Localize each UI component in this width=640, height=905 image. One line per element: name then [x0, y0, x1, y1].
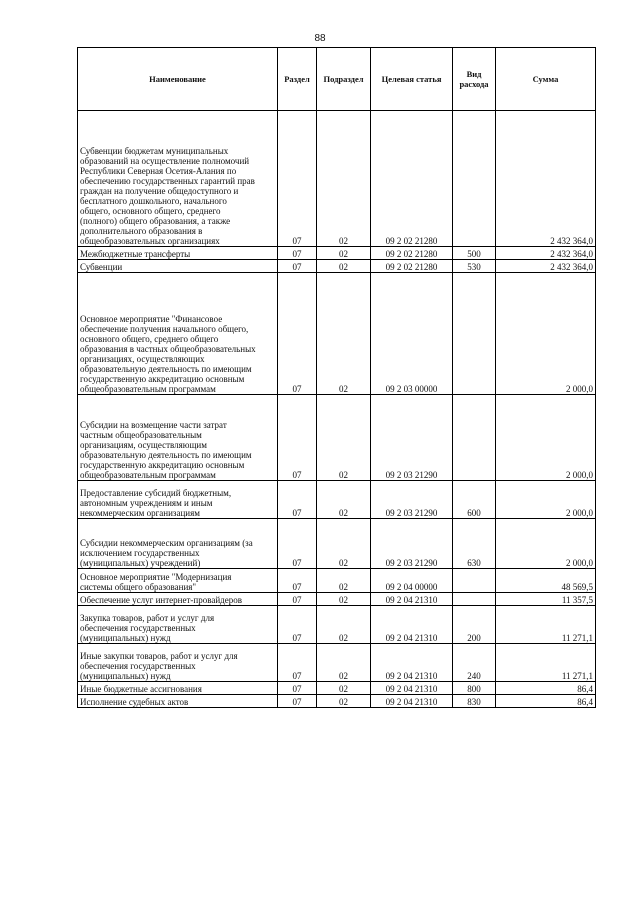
budget-table — [77, 47, 596, 708]
header-name: Наименование — [78, 48, 278, 111]
row-name: Субвенции бюджетам муниципальных образований на осуществление полномочий Республики Северная Осетия-Алания по обеспечению государственных гарантий прав граждан на получение общедоступного и бесплатного дошкольного, начального общего, основного общего, среднего (полного) общего образования, а также дополнительного образования в общеобразовательных организациях — [78, 111, 278, 247]
table-row — [78, 519, 596, 569]
table-row — [78, 260, 596, 273]
row-subsection: 02 — [317, 247, 371, 260]
row-name: Обеспечение услуг интернет-провайдеров — [78, 593, 278, 606]
row-section: 07 — [278, 682, 317, 695]
row-kind: 830 — [453, 695, 496, 708]
row-subsection: 02 — [317, 111, 371, 247]
row-target: 09 2 03 21290 — [371, 395, 453, 481]
row-subsection: 02 — [317, 481, 371, 519]
row-target: 09 2 04 21310 — [371, 695, 453, 708]
row-kind: 800 — [453, 682, 496, 695]
row-name: Субсидии на возмещение части затрат частным общеобразовательным организациям, осуществляющим образовательную деятельность по имеющим государственную аккредитацию основным общеобразовательным программам — [78, 395, 278, 481]
row-name: Основное мероприятие "Финансовое обеспечение получения начального общего, основного общего, среднего общего образования в частных общеобразовательных организациях, осуществляющих образовательную деятельность по имеющим государственную аккредитацию основным общеобразовательным программам — [78, 273, 278, 395]
row-sum: 2 000,0 — [496, 395, 596, 481]
row-sum: 86,4 — [496, 682, 596, 695]
table-row — [78, 695, 596, 708]
row-name: Субсидии некоммерческим организациям (за исключением государственных (муниципальных) учреждений) — [78, 519, 278, 569]
table-row — [78, 395, 596, 481]
row-subsection: 02 — [317, 395, 371, 481]
row-subsection: 02 — [317, 606, 371, 644]
row-subsection: 02 — [317, 569, 371, 593]
row-name: Иные закупки товаров, работ и услуг для обеспечения государственных (муниципальных) нужд — [78, 644, 278, 682]
row-sum: 2 432 364,0 — [496, 111, 596, 247]
row-kind: 530 — [453, 260, 496, 273]
row-sum: 11 271,1 — [496, 644, 596, 682]
row-subsection: 02 — [317, 593, 371, 606]
row-name: Межбюджетные трансферты — [78, 247, 278, 260]
table-row — [78, 682, 596, 695]
page-number: 88 — [314, 33, 326, 44]
row-sum: 2 432 364,0 — [496, 260, 596, 273]
row-subsection: 02 — [317, 519, 371, 569]
row-sum: 86,4 — [496, 695, 596, 708]
row-target: 09 2 02 21280 — [371, 260, 453, 273]
row-section: 07 — [278, 519, 317, 569]
row-section: 07 — [278, 695, 317, 708]
row-section: 07 — [278, 111, 317, 247]
row-section: 07 — [278, 395, 317, 481]
row-subsection: 02 — [317, 273, 371, 395]
row-subsection: 02 — [317, 644, 371, 682]
row-subsection: 02 — [317, 695, 371, 708]
row-kind — [453, 273, 496, 395]
row-sum: 11 271,1 — [496, 606, 596, 644]
row-sum: 2 000,0 — [496, 481, 596, 519]
table-row — [78, 481, 596, 519]
row-kind — [453, 593, 496, 606]
row-section: 07 — [278, 593, 317, 606]
table-row — [78, 247, 596, 260]
row-sum: 2 432 364,0 — [496, 247, 596, 260]
row-section: 07 — [278, 260, 317, 273]
row-subsection: 02 — [317, 260, 371, 273]
row-target: 09 2 04 21310 — [371, 606, 453, 644]
header-subsection: Подраздел — [317, 48, 371, 111]
row-name: Исполнение судебных актов — [78, 695, 278, 708]
row-sum: 2 000,0 — [496, 273, 596, 395]
row-target: 09 2 02 21280 — [371, 247, 453, 260]
row-target: 09 2 04 21310 — [371, 644, 453, 682]
table-row — [78, 593, 596, 606]
table-header-row — [78, 48, 596, 111]
row-kind: 500 — [453, 247, 496, 260]
header-target: Целевая статья — [371, 48, 453, 111]
row-target: 09 2 04 21310 — [371, 593, 453, 606]
row-section: 07 — [278, 247, 317, 260]
row-section: 07 — [278, 273, 317, 395]
table-row — [78, 644, 596, 682]
row-name: Закупка товаров, работ и услуг для обеспечения государственных (муниципальных) нужд — [78, 606, 278, 644]
table-row — [78, 569, 596, 593]
row-target: 09 2 03 00000 — [371, 273, 453, 395]
row-target: 09 2 03 21290 — [371, 519, 453, 569]
row-target: 09 2 04 21310 — [371, 682, 453, 695]
header-sum: Сумма — [496, 48, 596, 111]
row-target: 09 2 02 21280 — [371, 111, 453, 247]
row-kind: 600 — [453, 481, 496, 519]
row-sum: 11 357,5 — [496, 593, 596, 606]
row-kind — [453, 111, 496, 247]
row-name: Иные бюджетные ассигнования — [78, 682, 278, 695]
table-row — [78, 273, 596, 395]
row-target: 09 2 03 21290 — [371, 481, 453, 519]
row-name: Основное мероприятие "Модернизация системы общего образования" — [78, 569, 278, 593]
row-sum: 48 569,5 — [496, 569, 596, 593]
row-name: Предоставление субсидий бюджетным, автономным учреждениям и иным некоммерческим организациям — [78, 481, 278, 519]
row-section: 07 — [278, 569, 317, 593]
header-kind: Вид расхода — [453, 48, 496, 111]
row-sum: 2 000,0 — [496, 519, 596, 569]
row-target: 09 2 04 00000 — [371, 569, 453, 593]
table-row — [78, 606, 596, 644]
row-section: 07 — [278, 481, 317, 519]
table-row — [78, 111, 596, 247]
row-kind: 240 — [453, 644, 496, 682]
row-subsection: 02 — [317, 682, 371, 695]
row-kind — [453, 569, 496, 593]
header-section: Раздел — [278, 48, 317, 111]
row-kind: 200 — [453, 606, 496, 644]
row-section: 07 — [278, 644, 317, 682]
row-section: 07 — [278, 606, 317, 644]
row-kind — [453, 395, 496, 481]
row-kind: 630 — [453, 519, 496, 569]
row-name: Субвенции — [78, 260, 278, 273]
